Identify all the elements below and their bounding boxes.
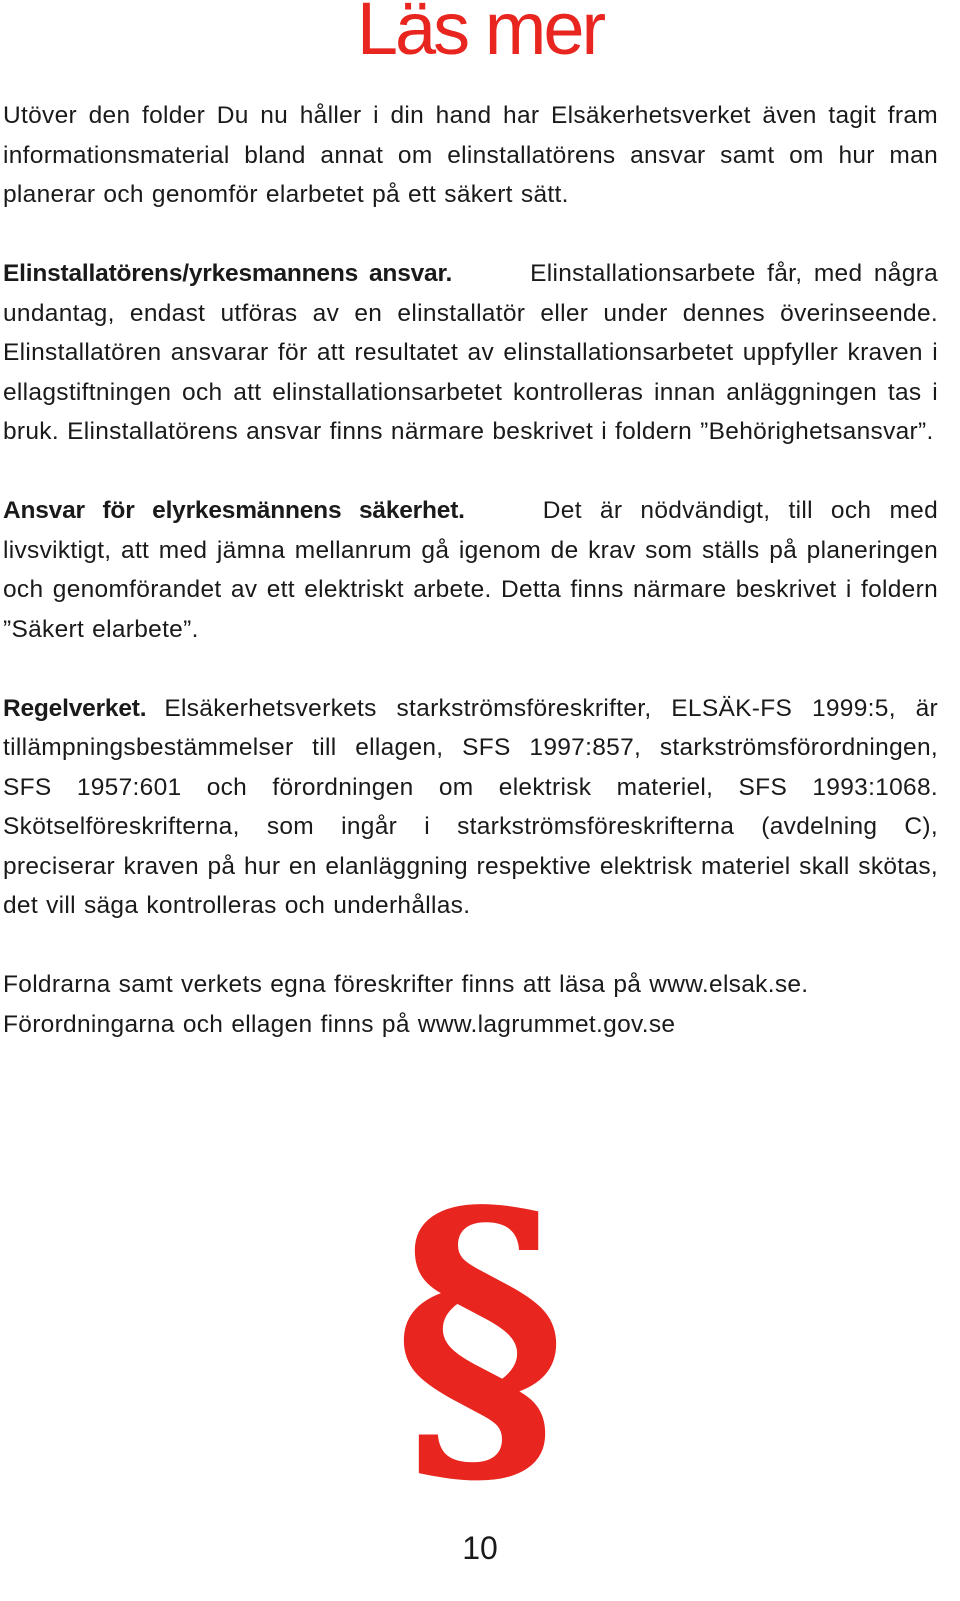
section-regulations [3, 689, 938, 926]
section-sign-icon: § [393, 1139, 567, 1527]
section-text: Elinstallationsarbete får, med några undantag, endast utföras av en elinstallatör eller under dennes överinseende. Elinstallatören ansvarar för att resultatet av elinstallationsarbetet uppfyller kraven i ellagstiftningen och att elinstallationsarbetet kontrolleras innan anläggningen tas i bruk. Elinstallatörens ansvar finns närmare beskrivet i foldern ”Behörighetsansvar”. [3, 260, 939, 445]
document-body [3, 96, 938, 1044]
section-text: Elsäkerhetsverkets starkströmsföreskrifter, ELSÄK-FS 1999:5, är tillämpningsbestämmelser till ellagen, SFS 1997:857, starkströmsförordningen, SFS 1957:601 och förordningen om elektrisk materiel, SFS 1993:1068. Skötselföreskrifterna, som ingår i starkströmsföreskrifterna (avdelning C), preciserar kraven på hur en elanläggning respektive elektrisk materiel skall skötas, det vill säga kontrolleras och underhållas. [3, 694, 938, 919]
page-number: 10 [462, 1530, 498, 1566]
page-title: Läs mer [356, 0, 604, 70]
section-safety [3, 491, 938, 649]
section-heading: Elinstallatörens/yrkesmannens ansvar. [3, 260, 453, 287]
section-text: Det är nödvändigt, till och med livsviktigt, att med jämna mellanrum gå igenom de krav som ställs på planeringen och genomförandet av ett elektriskt arbete. Detta finns närmare beskrivet i foldern ”Säkert elarbete”. [3, 497, 939, 643]
intro-paragraph: Utöver den folder Du nu håller i din hand har Elsäkerhetsverket även tagit fram informationsmaterial bland annat om elinstallatörens ansvar samt om hur man planerar och genomför elarbetet på ett säkert sätt. [3, 102, 938, 208]
section-heading: Regelverket. [3, 694, 147, 722]
section-heading: Ansvar för elyrkesmännens säkerhet. [3, 497, 465, 524]
closing-line-2: Förordningarna och ellagen finns på www.lagrummet.gov.se [3, 1010, 676, 1038]
closing-line-1: Foldrarna samt verkets egna föreskrifter finns att läsa på www.elsak.se. [3, 971, 809, 998]
section-responsibility [3, 254, 938, 452]
